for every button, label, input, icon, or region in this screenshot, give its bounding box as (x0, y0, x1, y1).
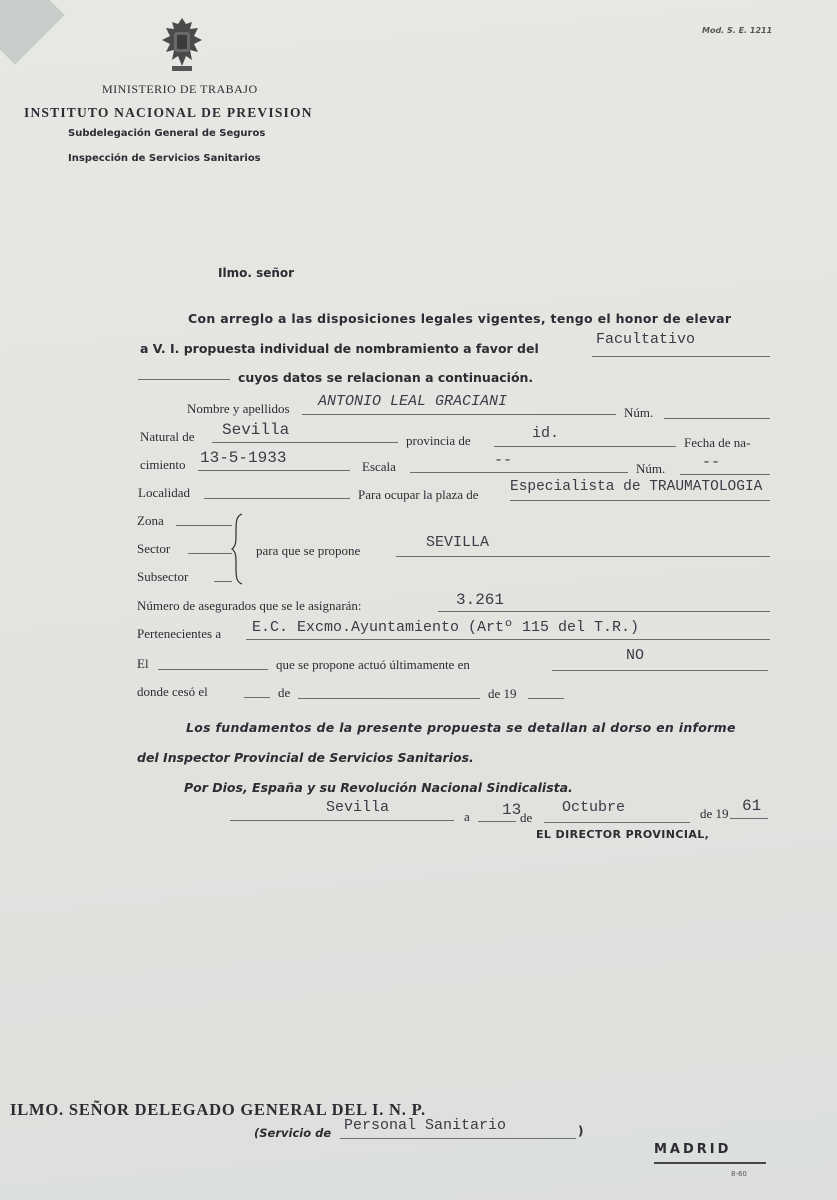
num2-label: Núm. (636, 461, 666, 476)
intro-line-2: a V. I. propuesta individual de nombramiento a favor del (140, 341, 539, 356)
de19-label: de 19 (488, 686, 517, 701)
asegurados-label: Número de asegurados que se le asignarán: (137, 598, 362, 613)
form-code: Mod. S. E. 1211 (702, 26, 773, 35)
donde-label: donde cesó el (137, 684, 208, 699)
nacimiento-label: cimiento (140, 457, 186, 472)
subdelegation-name: Subdelegación General de Seguros (68, 128, 266, 139)
fecha-nacimiento-label: Fecha de na- (684, 435, 751, 450)
grouping-brace (230, 512, 246, 586)
de-label: de (278, 685, 291, 700)
nombre-value: ANTONIO LEAL GRACIANI (318, 393, 508, 410)
subsector-label: Subsector (137, 569, 189, 584)
closing-place: Sevilla (326, 799, 390, 816)
nombre-label: Nombre y apellidos (187, 401, 290, 416)
sector-label: Sector (137, 541, 171, 556)
zona-label: Zona (137, 513, 164, 528)
servicio-value: Personal Sanitario (344, 1117, 507, 1134)
natural-label: Natural de (140, 429, 195, 444)
provincia-label: provincia de (406, 433, 471, 448)
num2-value: -- (702, 454, 721, 471)
localidad-label: Localidad (138, 485, 190, 500)
ministry-name: MINISTERIO DE TRABAJO (102, 82, 258, 96)
city-label: MADRID (654, 1142, 732, 1157)
fundamentos-line-1: Los fundamentos de la presente propuesta se detallan al dorso en informe (186, 720, 736, 735)
servicio-open-label: (Servicio de (254, 1126, 332, 1140)
servicio-close-label: ) (578, 1124, 584, 1138)
plaza-value: Especialista de TRAUMATOLOGIA (510, 479, 763, 495)
motto: Por Dios, España y su Revolución Nacional Sindicalista. (184, 780, 573, 795)
inspection-name: Inspección de Servicios Sanitarios (68, 153, 261, 164)
num-label: Núm. (624, 405, 654, 420)
closing-a-label: a (464, 809, 470, 824)
nacimiento-value: 13-5-1933 (200, 449, 287, 467)
plaza-label: Para ocupar la plaza de (358, 487, 479, 502)
signer-title: EL DIRECTOR PROVINCIAL, (536, 828, 710, 841)
actuo-label: que se propone actuó últimamente en (276, 657, 470, 672)
nominee-category-value: Facultativo (596, 331, 696, 348)
pertenecientes-label: Pertenecientes a (137, 626, 222, 641)
intro-line-3: cuyos datos se relacionan a continuación. (238, 370, 534, 385)
institute-name: INSTITUTO NACIONAL DE PREVISION (24, 105, 313, 120)
actuo-value: NO (626, 647, 645, 664)
closing-de-label: de (520, 810, 533, 825)
natural-value: Sevilla (222, 421, 290, 439)
provincia-value: id. (532, 425, 560, 442)
fundamentos-line-2: del Inspector Provincial de Servicios Sanitarios. (137, 750, 474, 765)
intro-line-1: Con arreglo a las disposiciones legales vigentes, tengo el honor de elevar (188, 311, 732, 326)
closing-year: 61 (742, 797, 762, 815)
closing-year-prefix: de 19 (700, 806, 729, 821)
print-code: 8-60 (731, 1170, 747, 1178)
el-label: El (137, 656, 149, 671)
propone-label: para que se propone (256, 543, 361, 558)
asegurados-value: 3.261 (456, 591, 505, 609)
closing-month: Octubre (562, 799, 626, 816)
escala-label: Escala (362, 459, 396, 474)
closing-day: 13 (502, 801, 522, 819)
propone-value: SEVILLA (426, 534, 490, 551)
pertenecientes-value: E.C. Excmo.Ayuntamiento (Artº 115 del T.R.) (252, 619, 640, 636)
addressee-title: ILMO. SEÑOR DELEGADO GENERAL DEL I. N. P. (10, 1100, 426, 1119)
folded-corner (0, 0, 64, 64)
coat-of-arms-emblem (158, 16, 206, 74)
escala-value: -- (494, 452, 513, 469)
salutation: Ilmo. señor (218, 266, 295, 280)
